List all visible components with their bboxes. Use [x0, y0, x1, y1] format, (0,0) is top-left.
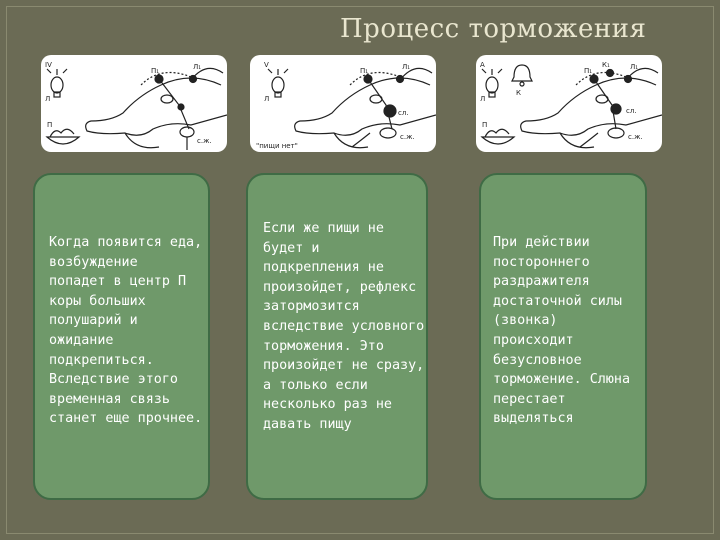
saliva-gland-label: с.ж.	[628, 133, 643, 141]
saliva-gland-label: с.ж.	[197, 137, 212, 145]
roman-label: IV	[45, 61, 52, 69]
center-p1-label: П₁	[360, 67, 369, 75]
saliva-label: сл.	[626, 107, 637, 115]
bell-label: К	[516, 89, 521, 97]
roman-label: V	[264, 61, 269, 69]
saliva-label: сл.	[398, 109, 409, 117]
diagram-panel-no-food	[250, 55, 436, 152]
diagram-panel-food	[41, 55, 227, 152]
center-l1-label: Л₁	[630, 63, 639, 71]
food-label: П	[482, 121, 488, 129]
card-text: При действии постороннего раздражителя достаточной силы (звонка) происходит безусловное торможение. Слюна перестает выделяться	[493, 235, 631, 427]
center-l1-label: Л₁	[193, 63, 202, 71]
saliva-gland-label: с.ж.	[400, 133, 415, 141]
food-label: П	[47, 121, 53, 129]
text-card-no-food	[246, 173, 428, 500]
dog-reflex-diagram	[250, 55, 436, 152]
center-k1-label: К₁	[602, 61, 610, 69]
center-p1-label: П₁	[151, 67, 160, 75]
card-text: Когда появится еда, возбуждение попадет в центр П коры больших полушарий и ожидание подкрепиться. Вследствие этого временная связь станет еще прочнее.	[49, 235, 203, 427]
card-text: Если же пищи не будет и подкрепления не произойдет, рефлекс затормозится вследствие условного торможения. Это произойдет не сразу, а только если несколько раз не давать пищу	[263, 221, 425, 432]
text-card-bell	[479, 173, 647, 500]
text-card-food	[33, 173, 210, 500]
lamp-label: Л	[264, 95, 270, 103]
dog-reflex-diagram	[41, 55, 227, 152]
slide-title: Процесс торможения	[340, 14, 647, 44]
lamp-label: Л	[45, 95, 51, 103]
no-food-caption: "пищи нет"	[256, 142, 298, 150]
diagram-panel-bell	[476, 55, 662, 152]
dog-reflex-diagram	[476, 55, 662, 152]
lamp-label: Л	[480, 95, 486, 103]
roman-label: А	[480, 61, 485, 69]
center-p1-label: П₁	[584, 67, 593, 75]
center-l1-label: Л₁	[402, 63, 411, 71]
